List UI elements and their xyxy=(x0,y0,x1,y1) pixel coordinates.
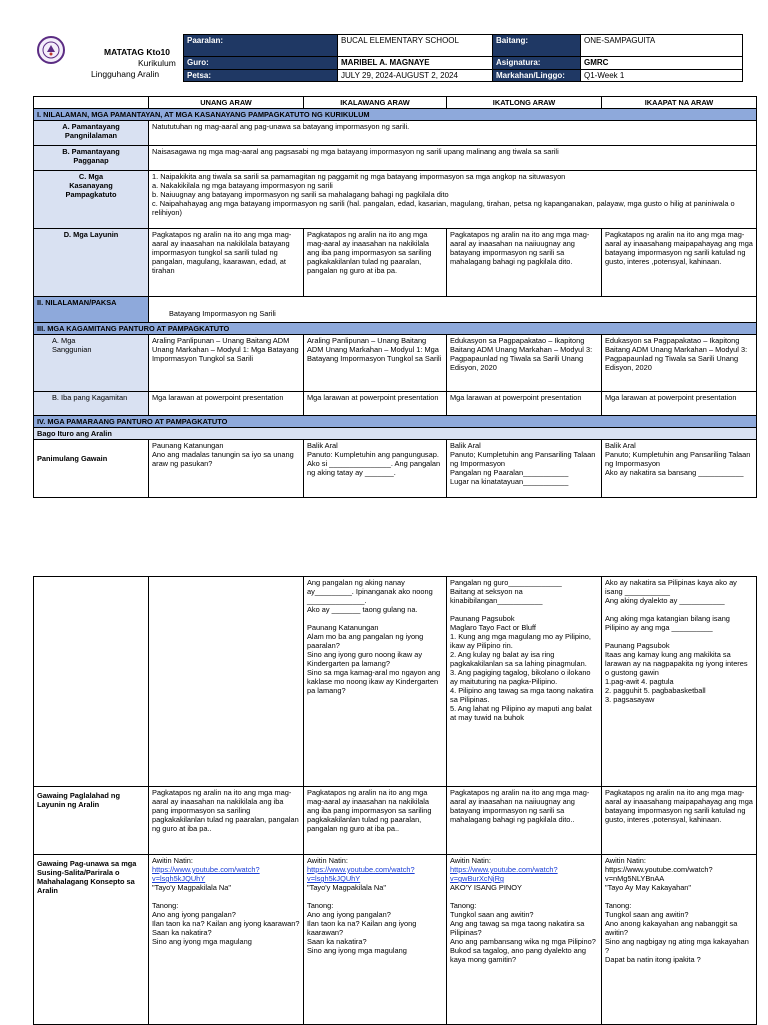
row-a-label: A. Pamantayang Pangnilalaman xyxy=(34,121,149,146)
cont-label xyxy=(34,577,149,787)
paaralan-label: Paaralan: xyxy=(184,35,338,57)
section-2-heading: II. NILALAMAN/PAKSA xyxy=(34,297,149,323)
cont-day2: Ang pangalan ng aking nanay ay_________. Ipinanganak ako noong ______________. Ako ay _______ taong gulang na. Paunang Katanungan Alam mo ba ang pangalan ng iyong paaralan? Sino ang iyong guro noong ikaw ay Kindergarten pa lamang? Sino sa mga kamag-aral mo ngayon ang kaklase mo noong ikaw ay Kindergarten pa lamang? xyxy=(304,577,447,787)
asignatura-label: Asignatura: xyxy=(493,57,581,70)
row-c-label: C. Mga Kasanayang Pampagkatuto xyxy=(34,171,149,229)
pagunawa-day2-link[interactable]: https://www.youtube.com/watch?v=lsgh5kJQUhY xyxy=(307,865,415,883)
pagunawa-day3-body: AKO'Y ISANG PINOY Tanong: Tungkol saan ang awitin? Ang ang tawag sa mga taong nakatira sa Pilipinas? Ano ang pambansang wika ng mga Pilipino? Bukod sa tagalog, ano pang dyalekto ang kaya mong gamitin? xyxy=(450,883,596,964)
paglalahad-label: Gawaing Paglalahad ng Layunin ng Aralin xyxy=(34,787,149,855)
cont-day3: Pangalan ng guro_____________ Baitang at seksyon na kinabibilangan___________ Paunang Pagsubok Maglaro Tayo Fact or Bluff 1. Kung ang mga magulang mo ay Pilipino, ikaw ay Pilipino rin. 2. Ang kulay ng balat ay isa ring pagkakakilanlan sa sa lahing pinagmulan. 3. Ang pagiging tagalog, bikolano o ilokano ay maituturing na pagka-Pilipino. 4. Pilipino ang tawag sa mga taong nakatira sa Pilipinas. 5. Ang lahat ng Pilipino ay maputi ang balat at may tuwid na buhok xyxy=(447,577,602,787)
panimula-day2: Balik Aral Panuto: Kumpletuhin ang pangungusap. Ako si _______________. Ang pangalan ng aking tatay ay _______. xyxy=(304,440,447,498)
paglalahad-day2: Pagkatapos ng aralin na ito ang mga mag-aaral ay inaasahan na nakikilala ang iba pang impormasyon sa sariling pagkakakilanlan tulad ng paaralan, pangalan ng guro at iba pa.. xyxy=(304,787,447,855)
baitang-value: ONE-SAMPAGUITA xyxy=(581,35,743,57)
asignatura-value: GMRC xyxy=(581,57,743,70)
header-title-kurikulum: Kurikulum xyxy=(138,58,176,68)
section-4-heading: IV. MGA PAMARAANG PANTURO AT PAMPAGKATUTO xyxy=(34,416,757,428)
sanggunian-day3: Edukasyon sa Pagpapakatao – Ikapitong Baitang ADM Unang Markahan – Modyul 3: Pagpapaunlad ng Tiwala sa Sarili Unang Edisyon, 2020 xyxy=(447,335,602,392)
section-1-heading: I. NILALAMAN, MGA PAMANTAYAN, AT MGA KASANAYANG PAMPAGKATUTO NG KURIKULUM xyxy=(34,109,757,121)
pagunawa-day1-link[interactable]: https://www.youtube.com/watch?v=lsgh5kJQUhY xyxy=(152,865,260,883)
pagunawa-label: Gawaing Pag-unawa sa mga Susing-Salita/Parirala o Mahahalagang Konsepto sa Aralin xyxy=(34,855,149,1025)
panimula-day4: Balik Aral Panuto; Kumpletuhin ang Pansariling Talaan ng Impormasyon Ako ay nakatira sa bansang ___________ xyxy=(602,440,757,498)
panimula-label: Panimulang Gawain xyxy=(34,440,149,498)
paglalahad-day3: Pagkatapos ng aralin na ito ang mga mag-aaral ay inaasahan na naiiuugnay ang batayang impormasyon ng sarili sa mahalagang bahagi ng pagkilala dito.. xyxy=(447,787,602,855)
lesson-plan-table xyxy=(33,96,757,498)
header-info-table xyxy=(183,34,743,82)
day-header-2: IKALAWANG ARAW xyxy=(304,97,447,109)
pagunawa-day3 xyxy=(447,855,602,1025)
cont-day1 xyxy=(149,577,304,787)
guro-value: MARIBEL A. MAGNAYE xyxy=(338,57,493,70)
cont-day4: Ako ay nakatira sa Pilipinas kaya ako ay isang ___________ Ang aking dyalekto ay ___________ Ang aking mga katangian bilang isang Pilipino ay ang mga __________ Paunang Pagsubok Itaas ang kamay kung ang makikita sa larawan ay na nagpapakita ng iyong interes o gustong gawin 1.pag-awit 4. pagtula 2. pagguhit 5. pagbabasketball 3. pagsasayaw xyxy=(602,577,757,787)
baitang-label: Baitang: xyxy=(493,35,581,57)
lesson-plan-table-continued xyxy=(33,576,757,1025)
row-d-day1: Pagkatapos ng aralin na ito ang mga mag-aaral ay inaasahan na nakikilala batayang impormasyon tungkol sa sarili tulad ng pangalan, magulang, kaarawan, edad, at tirahan xyxy=(149,229,304,297)
row-b-text: Naisasagawa ng mga mag-aaral ang pagsasabi ng mga batayang impormasyon ng sarili upang malinang ang tiwala sa sarili xyxy=(149,146,757,171)
row-d-day3: Pagkatapos ng aralin na ito ang mga mag-aaral ay inaasahan na naiiuugnay ang batayang impormasyon ng sarili sa mahalagang bahagi ng pagkilala dito. xyxy=(447,229,602,297)
kagamitan-label: B. Iba pang Kagamitan xyxy=(34,392,149,416)
pagunawa-day1-body: "Tayo'y Magpakilala Na" Tanong: Ano ang iyong pangalan? Ilan taon ka na? Kailan ang iyong kaarawan? Saan ka nakatira? Sino ang iyong mga magulang xyxy=(152,883,300,946)
pagunawa-day1 xyxy=(149,855,304,1025)
sanggunian-day2: Araling Panlipunan – Unang Baitang ADM Unang Markahan – Modyul 1: Mga Batayang Impormasyon Tungkol sa Sarili xyxy=(304,335,447,392)
panimula-day3: Balik Aral Panuto; Kumpletuhin ang Pansariling Talaan ng Impormasyon Pangalan ng Paaralan___________ Lugar na kinatatayuan___________ xyxy=(447,440,602,498)
pagunawa-day3-link[interactable]: https://www.youtube.com/watch?v=gwBurXcNjRg xyxy=(450,865,558,883)
days-corner xyxy=(34,97,149,109)
section-3-heading: III. MGA KAGAMITANG PANTURO AT PAMPAGKATUTO xyxy=(34,323,757,335)
pagunawa-day4-body: https://www.youtube.com/watch?v=nMg5NLYBnAA "Tayo Ay May Kakayahan" Tanong: Tungkol saan ang awitin? Ano anong kakayahan ang nabanggit sa awitin? Sino ang nagbigay ng ating mga kakayahan ? Dapat ba natin itong ipakita ? xyxy=(605,865,749,964)
header-title-kto10: Kto10 xyxy=(146,47,170,57)
row-d-day4: Pagkatapos ng aralin na ito ang mga mag-aaral ay inaasahang maipapahayag ang mga batayang impormasyon ng sarili katulad ng gusto, interes ,potensyal, kahinaan. xyxy=(602,229,757,297)
kagamitan-day1: Mga larawan at powerpoint presentation xyxy=(149,392,304,416)
sanggunian-label: A. Mga Sanggunian xyxy=(34,335,149,392)
kagamitan-day3: Mga larawan at powerpoint presentation xyxy=(447,392,602,416)
petsa-value: JULY 29, 2024-AUGUST 2, 2024 xyxy=(338,69,493,82)
sanggunian-day4: Edukasyon sa Pagpapakatao – Ikapitong Baitang ADM Unang Markahan – Modyul 3: Pagpapaunlad ng Tiwala sa Sarili Unang Edisyon, 2020 xyxy=(602,335,757,392)
header-block xyxy=(34,34,742,80)
day-header-4: IKAAPAT NA ARAW xyxy=(602,97,757,109)
kagamitan-day4: Mga larawan at powerpoint presentation xyxy=(602,392,757,416)
panimula-day1: Paunang Katanungan Ano ang madalas tanungin sa iyo sa unang araw ng pasukan? xyxy=(149,440,304,498)
pagunawa-day2-intro: Awitin Natin: xyxy=(307,856,348,865)
row-d-day2: Pagkatapos ng aralin na ito ang mga mag-aaral ay inaasahan na nakikilala ang iba pang impormasyon sa sariling pagkakakilanlan tulad ng paaralan, pangalan ng guro at iba pa. xyxy=(304,229,447,297)
row-c-text: 1. Naipakikita ang tiwala sa sarili sa pamamagitan ng paggamit ng mga batayang impormasyon sa mga angkop na situwasyon a. Nakakikilala ng mga batayang impormasyon ng sarili b. Naiuugnay ang batayang impormasyon ng sarili sa mahalagang bahagi ng pagkilala dito c. Naipahahayag ang mga batayang impormasyon ng sarili (hal. pangalan, edad, kasarian, magulang, tirahan, petsa ng kapanganakan, palayaw, mga gusto o hilig at paniniwala o relihiyon) xyxy=(149,171,757,229)
pagunawa-day3-intro: Awitin Natin: xyxy=(450,856,491,865)
day-header-3: IKATLONG ARAW xyxy=(447,97,602,109)
row-a-text: Natututuhan ng mag-aaral ang pag-unawa sa batayang impormasyon ng sarili. xyxy=(149,121,757,146)
row-b-label: B. Pamantayang Pagganap xyxy=(34,146,149,171)
header-title-lingguhang: Lingguhang Aralin xyxy=(91,69,160,79)
deped-seal-icon xyxy=(37,36,65,64)
guro-label: Guro: xyxy=(184,57,338,70)
sanggunian-day1: Araling Panlipunan – Unang Baitang ADM Unang Markahan – Modyul 1: Mga Batayang Impormasyon Tungkol sa Sarili xyxy=(149,335,304,392)
paksa-text: Batayang Impormasyon ng Sarili xyxy=(149,297,757,323)
row-d-label: D. Mga Layunin xyxy=(34,229,149,297)
day-header-1: UNANG ARAW xyxy=(149,97,304,109)
pagunawa-day4 xyxy=(602,855,757,1025)
bago-ituro-heading: Bago Ituro ang Aralin xyxy=(34,428,757,440)
pagunawa-day4-intro: Awitin Natin: xyxy=(605,856,646,865)
paaralan-value: BUCAL ELEMENTARY SCHOOL xyxy=(338,35,493,57)
markahan-value: Q1-Week 1 xyxy=(581,69,743,82)
pagunawa-day1-intro: Awitin Natin: xyxy=(152,856,193,865)
pagunawa-day2-body: "Tayo'y Magpakilala Na" Tanong: Ano ang iyong pangalan? Ilan taon ka na? Kailan ang iyong kaarawan? Saan ka nakatira? Sino ang iyong mga magulang xyxy=(307,883,417,955)
kagamitan-day2: Mga larawan at powerpoint presentation xyxy=(304,392,447,416)
petsa-label: Petsa: xyxy=(184,69,338,82)
paglalahad-day4: Pagkatapos ng aralin na ito ang mga mag-aaral ay inaasahang maipapahayag ang mga batayang impormasyon ng sarili katulad ng gusto, interes ,potensyal, kahinaan. xyxy=(602,787,757,855)
markahan-label: Markahan/Linggo: xyxy=(493,69,581,82)
pagunawa-day2 xyxy=(304,855,447,1025)
paglalahad-day1: Pagkatapos ng aralin na ito ang mga mag-aaral ay inaasahan na nakikilala ang iba pang impormasyon sa sariling pagkakakilanlan tulad ng paaralan, pangalan ng guro at iba pa.. xyxy=(149,787,304,855)
header-title-matatag: MATATAG xyxy=(104,47,144,57)
